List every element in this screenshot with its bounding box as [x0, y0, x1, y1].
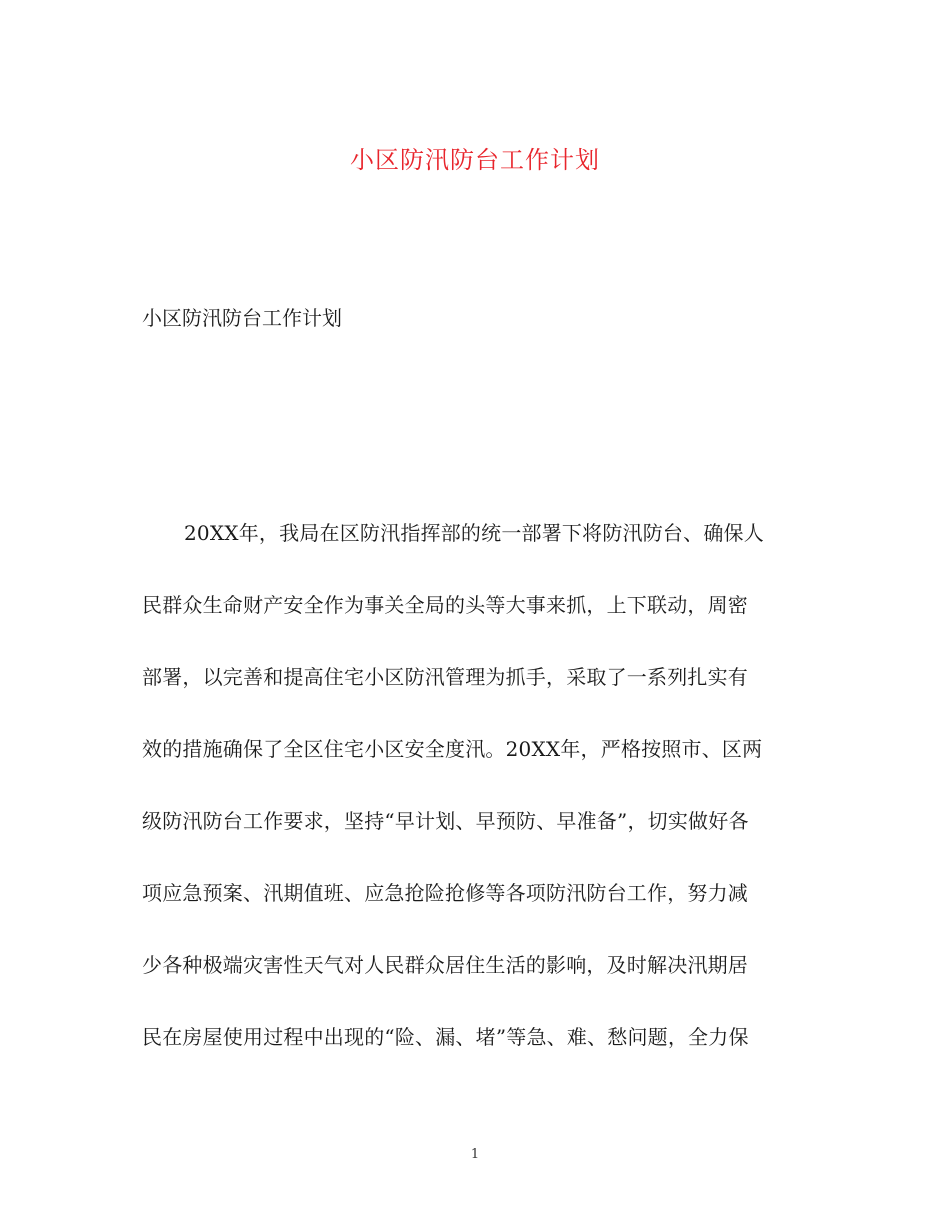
body-line: 效的措施确保了全区住宅小区安全度汛。20XX年，严格按照市、区两	[142, 737, 763, 761]
body-line: 部署，以完善和提高住宅小区防汛管理为抓手，采取了一系列扎实有	[142, 665, 748, 689]
body-line: 民在房屋使用过程中出现的“险、漏、堵”等急、难、愁问题，全力保	[142, 1025, 749, 1049]
body-line: 民群众生命财产安全作为事关全局的头等大事来抓，上下联动，周密	[142, 593, 748, 617]
page-number: 1	[470, 1147, 480, 1162]
body-line: 级防汛防台工作要求，坚持“早计划、早预防、早准备”，切实做好各	[142, 809, 749, 833]
document-subtitle: 小区防汛防台工作计划	[142, 306, 342, 330]
document-title: 小区防汛防台工作计划	[350, 146, 600, 174]
body-line: 项应急预案、汛期值班、应急抢险抢修等各项防汛防台工作，努力减	[142, 881, 748, 905]
body-paragraph	[142, 518, 822, 1094]
body-line: 少各种极端灾害性天气对人民群众居住生活的影响，及时解决汛期居	[142, 953, 748, 977]
body-line: 20XX年，我局在区防汛指挥部的统一部署下将防汛防台、确保人	[184, 521, 764, 545]
